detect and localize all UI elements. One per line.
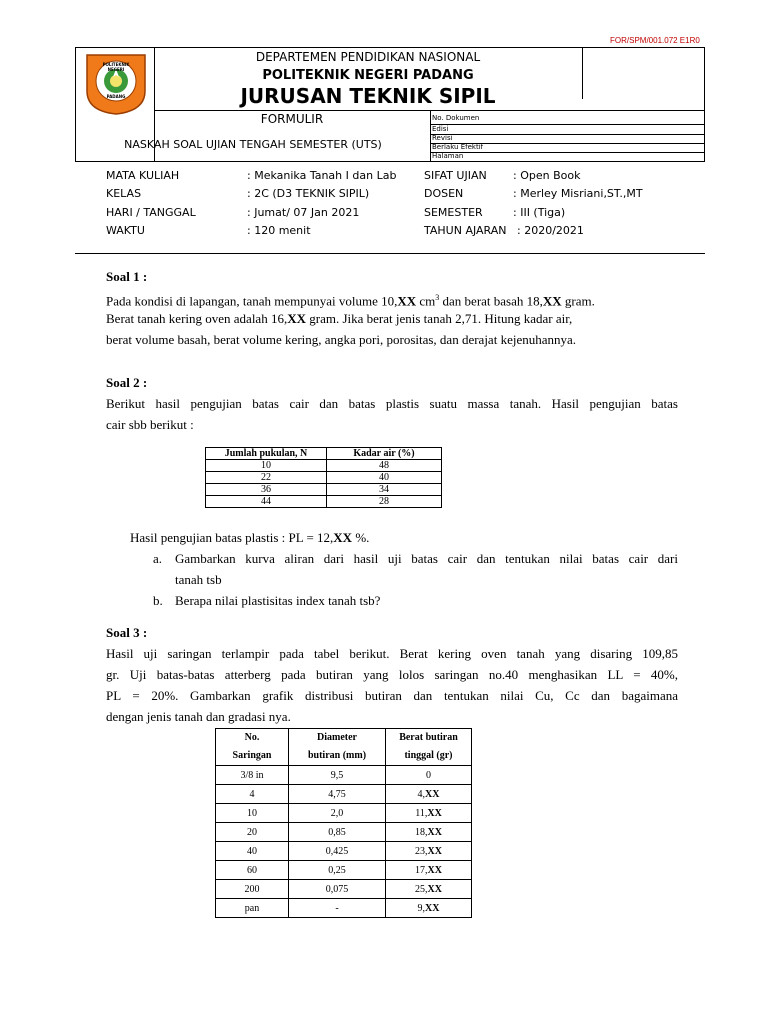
item-a-line2: tanah tsb bbox=[175, 572, 222, 587]
meta-effective: Berlaku Efektif bbox=[432, 143, 484, 151]
form-title: NASKAH SOAL UJIAN TENGAH SEMESTER (UTS) bbox=[124, 138, 382, 151]
soal3-line2: gr. Uji batas-batas atterberg pada butiran yang lolos saringan no.40 menghasikan LL = 40%, bbox=[106, 667, 678, 682]
soal2-line2: cair sbb berikut : bbox=[106, 417, 194, 432]
soal1-line3: berat volume basah, berat volume kering, angka pori, porositas, dan derajat kejenuhannya. bbox=[106, 332, 577, 347]
liquid-limit-table bbox=[205, 447, 442, 508]
info-value-exam-type: : Open Book bbox=[513, 169, 581, 182]
item-a-label: a. bbox=[153, 551, 163, 566]
institution-name: POLITEKNIK NEGERI PADANG bbox=[262, 68, 474, 83]
table-header: Berat butiran tinggal (gr) bbox=[386, 729, 472, 766]
info-label-class: KELAS bbox=[106, 187, 142, 200]
table-row: 40 0,425 23,XX bbox=[216, 842, 472, 861]
table-header: Kadar air (%) bbox=[327, 448, 442, 460]
meta-revisi: Revisi bbox=[432, 134, 453, 142]
info-label-course: MATA KULIAH bbox=[106, 169, 180, 182]
info-value-semester: : III (Tiga) bbox=[513, 206, 566, 219]
soal1-line2: Berat tanah kering oven adalah 16,XX gram. Jika berat jenis tanah 2,71. Hitung kadar air, bbox=[106, 311, 573, 326]
sieve-table bbox=[215, 728, 472, 918]
info-value-class: : 2C (D3 TEKNIK SIPIL) bbox=[247, 187, 370, 200]
table-row: 200 0,075 25,XX bbox=[216, 880, 472, 899]
table-row: 60 0,25 17,XX bbox=[216, 861, 472, 880]
table-row: 3/8 in 9,5 0 bbox=[216, 766, 472, 785]
soal3-line4: dengan jenis tanah dan gradasi nya. bbox=[106, 709, 291, 724]
soal3-title: Soal 3 : bbox=[106, 625, 148, 640]
meta-edisi: Edisi bbox=[432, 125, 449, 133]
department-name: DEPARTEMEN PENDIDIKAN NASIONAL bbox=[255, 50, 481, 64]
table-row: pan - 9,XX bbox=[216, 899, 472, 918]
table-row: 44 28 bbox=[206, 496, 442, 508]
soal2-line1: Berikut hasil pengujian batas cair dan batas plastis suatu massa tanah. Hasil pengujian batas bbox=[106, 396, 678, 411]
info-label-date: HARI / TANGGAL bbox=[106, 206, 196, 219]
item-b-label: b. bbox=[153, 593, 163, 608]
soal2-title: Soal 2 : bbox=[106, 375, 148, 390]
table-row: 36 34 bbox=[206, 484, 442, 496]
meta-page: Halaman bbox=[432, 152, 464, 160]
table-row: 10 48 bbox=[206, 460, 442, 472]
meta-doc-no: No. Dokumen bbox=[432, 114, 480, 122]
item-a-line1: Gambarkan kurva aliran dari hasil uji batas cair dan tentukan nilai batas cair dari bbox=[175, 551, 678, 566]
table-header: No. Saringan bbox=[216, 729, 289, 766]
info-value-year: : 2020/2021 bbox=[517, 224, 584, 237]
soal1-title: Soal 1 : bbox=[106, 269, 148, 284]
plastic-limit-line: Hasil pengujian batas plastis : PL = 12,XX %. bbox=[130, 530, 370, 545]
table-header: Diameter butiran (mm) bbox=[289, 729, 386, 766]
table-row: 20 0,85 18,XX bbox=[216, 823, 472, 842]
institution-logo bbox=[81, 51, 151, 117]
divider bbox=[75, 253, 705, 254]
info-label-semester: SEMESTER bbox=[424, 206, 483, 219]
info-value-time: : 120 menit bbox=[247, 224, 311, 237]
document-code: FOR/SPM/001.072 E1R0 bbox=[610, 36, 700, 45]
info-label-time: WAKTU bbox=[106, 224, 145, 237]
soal3-line1: Hasil uji saringan terlampir pada tabel berikut. Berat kering oven tanah yang disaring 109,85 bbox=[106, 646, 678, 661]
info-label-year: TAHUN AJARAN bbox=[424, 224, 507, 237]
info-label-lecturer: DOSEN bbox=[424, 187, 464, 200]
header-box bbox=[75, 47, 705, 162]
info-label-exam-type: SIFAT UJIAN bbox=[424, 169, 487, 182]
logo-text-bottom: PADANG bbox=[106, 94, 126, 99]
table-header: Jumlah pukulan, N bbox=[206, 448, 327, 460]
info-value-date: : Jumat/ 07 Jan 2021 bbox=[247, 206, 360, 219]
soal3-line3: PL = 20%. Gambarkan grafik distribusi butiran dan tentukan nilai Cu, Cc dan bagaimana bbox=[106, 688, 678, 703]
form-label: FORMULIR bbox=[260, 112, 324, 126]
info-value-course: : Mekanika Tanah I dan Lab bbox=[247, 169, 397, 182]
soal1-line1: Pada kondisi di lapangan, tanah mempunyai volume 10,XX $cm^3$ dan berat basah 18,XX gram. bbox=[106, 293, 595, 309]
info-value-lecturer: : Merley Misriani,ST.,MT bbox=[513, 187, 643, 200]
table-row: 22 40 bbox=[206, 472, 442, 484]
table-row: 4 4,75 4,XX bbox=[216, 785, 472, 804]
logo-text-top: POLITEKNIK NEGERI bbox=[102, 62, 130, 72]
table-row: 10 2,0 11,XX bbox=[216, 804, 472, 823]
major-name: JURUSAN TEKNIK SIPIL bbox=[240, 84, 496, 108]
item-b-line: Berapa nilai plastisitas index tanah tsb? bbox=[175, 593, 381, 608]
